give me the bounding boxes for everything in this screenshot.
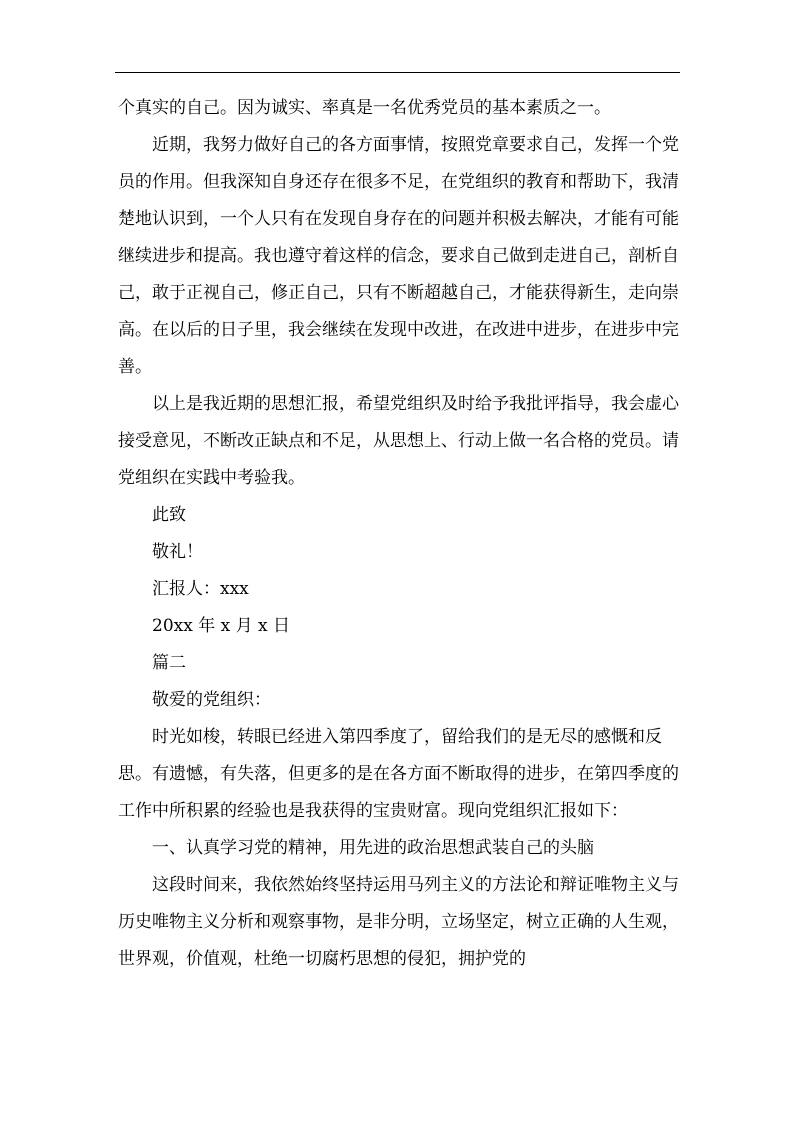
paragraph-summary-request: 以上是我近期的思想汇报，希望党组织及时给予我批评指导，我会虚心接受意见，不断改正缺点和不足，从思想上、行动上做一名合格的党员。请党组织在实践中考验我。 <box>118 394 679 488</box>
reporter-signature: 汇报人：xxx <box>152 579 249 599</box>
subheading-study-party-spirit: 一、认真学习党的精神，用先进的政治思想武装自己的头脑 <box>152 838 594 858</box>
header-rule <box>115 72 680 73</box>
paragraph-continuation: 个真实的自己。因为诚实、率真是一名优秀党员的基本素质之一。 <box>118 98 611 118</box>
closing-salutation: 此致 <box>152 505 186 525</box>
document-body <box>118 90 684 978</box>
section-heading-part-two: 篇二 <box>152 653 186 673</box>
paragraph-recent-work: 近期，我努力做好自己的各方面事情，按照党章要求自己，发挥一个党员的作用。但我深知自身还存在很多不足，在党组织的教育和帮助下，我清楚地认识到，一个人只有在发现自身存在的问题并积极去解决，才能有可能继续进步和提高。我也遵守着这样的信念，要求自己做到走进自己，剖析自己，敢于正视自己，修正自己，只有不断超越自己，才能获得新生，走向崇高。在以后的日子里，我会继续在发现中改进，在改进中进步，在进步中完善。 <box>118 135 679 377</box>
report-date: 20xx 年 x 月 x 日 <box>152 616 291 636</box>
paragraph-fourth-quarter: 时光如梭，转眼已经进入第四季度了，留给我们的是无尽的感慨和反思。有遗憾，有失落，但更多的是在各方面不断取得的进步，在第四季度的工作中所积累的经验也是我获得的宝贵财富。现向党组织汇报如下： <box>118 727 679 821</box>
paragraph-marxist-method: 这段时间来，我依然始终坚持运用马列主义的方法论和辩证唯物主义与历史唯物主义分析和观察事物，是非分明，立场坚定，树立正确的人生观，世界观，价值观，杜绝一切腐朽思想的侵犯，拥护党的 <box>118 875 679 969</box>
letter-greeting: 敬爱的党组织： <box>152 690 271 710</box>
closing-respect: 敬礼！ <box>152 542 203 562</box>
